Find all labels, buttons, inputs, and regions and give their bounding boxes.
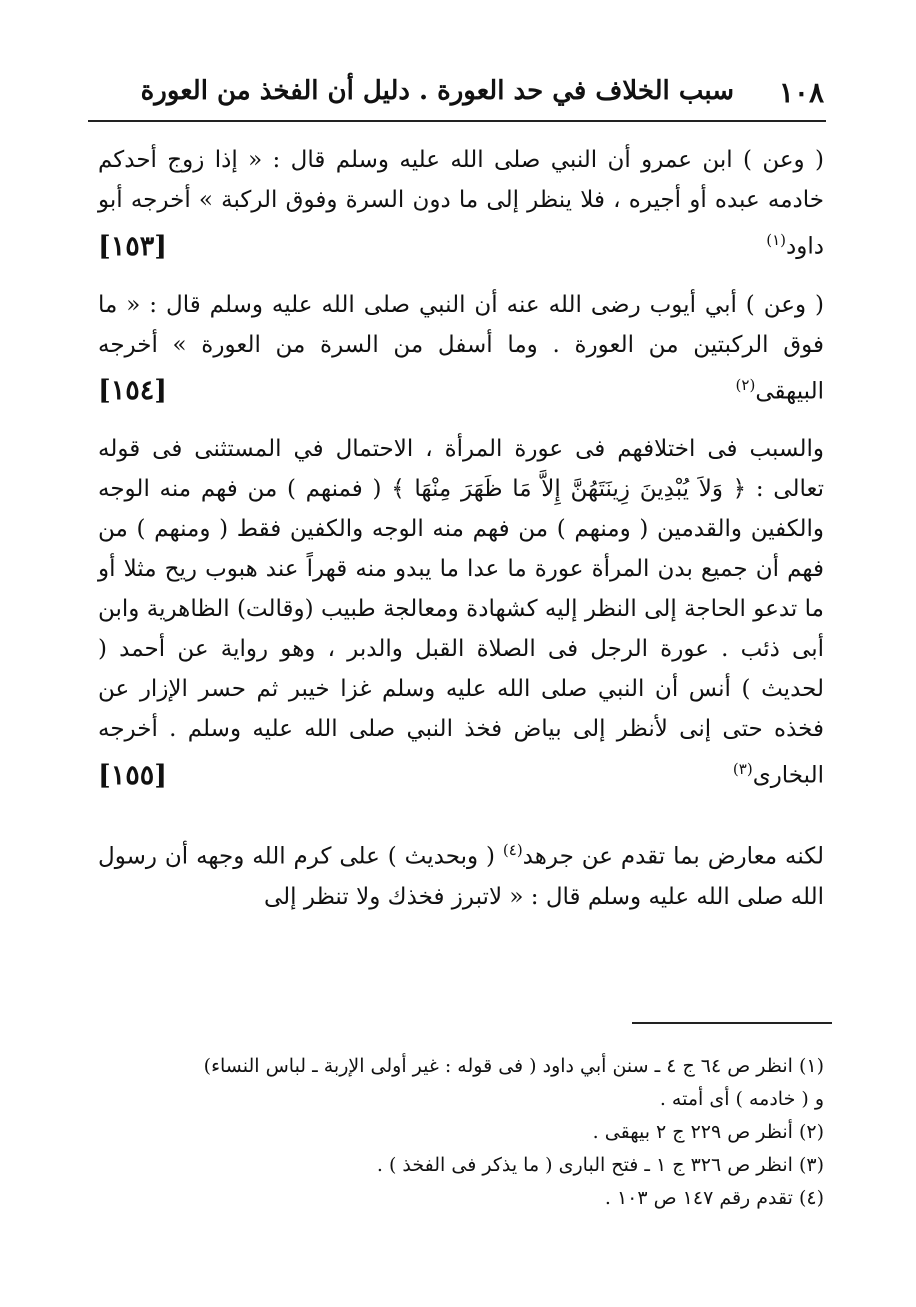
page-number: ١٠٨	[778, 76, 824, 109]
hadith-text: ( وعن ) ابن عمرو أن النبي صلى الله عليه وسلم قال : « إذا زوج أحدكم خادمه عبده أو أجيره ، فلا ينظر إلى ما دون السرة وفوق الركبة » أخرجه أبو داود$^{(١)}$	[98, 147, 824, 260]
footnote-marker: (٤)	[502, 840, 523, 859]
footnote-2: (٢) أنظر ص ٢٢٩ ج ٢ بيهقى .	[592, 1121, 824, 1143]
paragraph-gap	[98, 814, 824, 830]
footnote-rule	[632, 1022, 832, 1024]
hadith-text: والسبب فى اختلافهم فى عورة المرأة ، الاحتمال في المستثنى فى قوله تعالى : ﴿ وَلاَ يُبْدِينَ زِينَتَهُنَّ إِلاَّ مَا ظَهَرَ مِنْهَا ﴾ ( فمنهم ) من فهم منه الوجه والكفين والقدمين ( ومنهم ) من فهم منه الوجه والكفين فقط ( ومنهم ) من فهم أن جميع بدن المرأة عورة ما عدا ما يبدو منه قهراً عند هبوب ريح مثلا أو ما تدعو الحاجة إلى النظر إليه كشهادة ومعالجة طبيب (وقالت) الظاهرية وابن أبى ذئب . عورة الرجل فى الصلاة القبل والدبر ، وهو رواية عن أحمد ( لحديث ) أنس أن النبي صلى الله عليه وسلم غزا خيبر ثم حسر الإزار عن فخذه حتى إنى لأنظر إلى بياض فخذ النبي صلى الله عليه وسلم . أخرجه البخارى$^{(٣)}$	[98, 436, 824, 789]
hadith-153	[98, 140, 824, 267]
footnote-4: (٤) تقدم رقم ١٤٧ ص ١٠٣ .	[604, 1187, 824, 1209]
main-text	[98, 140, 824, 935]
hadith-number: [١٥٥]	[98, 759, 168, 791]
footnote-marker: (٣)	[732, 760, 753, 779]
footnotes	[92, 1050, 824, 1215]
header-rule	[88, 120, 826, 122]
hadith-text: ( وعن ) أبي أيوب رضى الله عنه أن النبي صلى الله عليه وسلم قال : « ما فوق الركبتين من العورة . وما أسفل من السرة من العورة » أخرجه البيهقى$^{(٢)}$	[98, 291, 824, 405]
footnote-marker: (٢)	[735, 375, 756, 394]
hadith-155	[98, 429, 824, 796]
closing-paragraph: لكنه معارض بما تقدم عن جرهد$^{(٤)}$ ( وبحديث ) على كرم الله وجهه أن رسول الله صلى الله عليه وسلم قال : « لاتبرز فخذك ولا تنظر إلى	[98, 840, 824, 910]
footnote-1-continued: و ( خادمه ) أى أمته .	[659, 1088, 824, 1110]
footnote-marker: (١)	[766, 231, 787, 249]
footnote-3: (٣) انظر ص ٣٢٦ ج ١ ـ فتح البارى ( ما يذكر فى الفخذ ) .	[376, 1154, 824, 1176]
hadith-number: [١٥٤]	[98, 375, 168, 407]
hadith-154	[98, 285, 824, 412]
footnote-1: (١) انظر ص ٦٤ ج ٤ ـ سنن أبي داود ( فى قوله : غير أولى الإربة ـ لباس النساء)	[203, 1055, 824, 1077]
running-title: سبب الخلاف في حد العورة . دليل أن الفخذ من العورة	[140, 76, 734, 106]
hadith-number: [١٥٣]	[98, 230, 168, 262]
page-header	[92, 70, 824, 116]
